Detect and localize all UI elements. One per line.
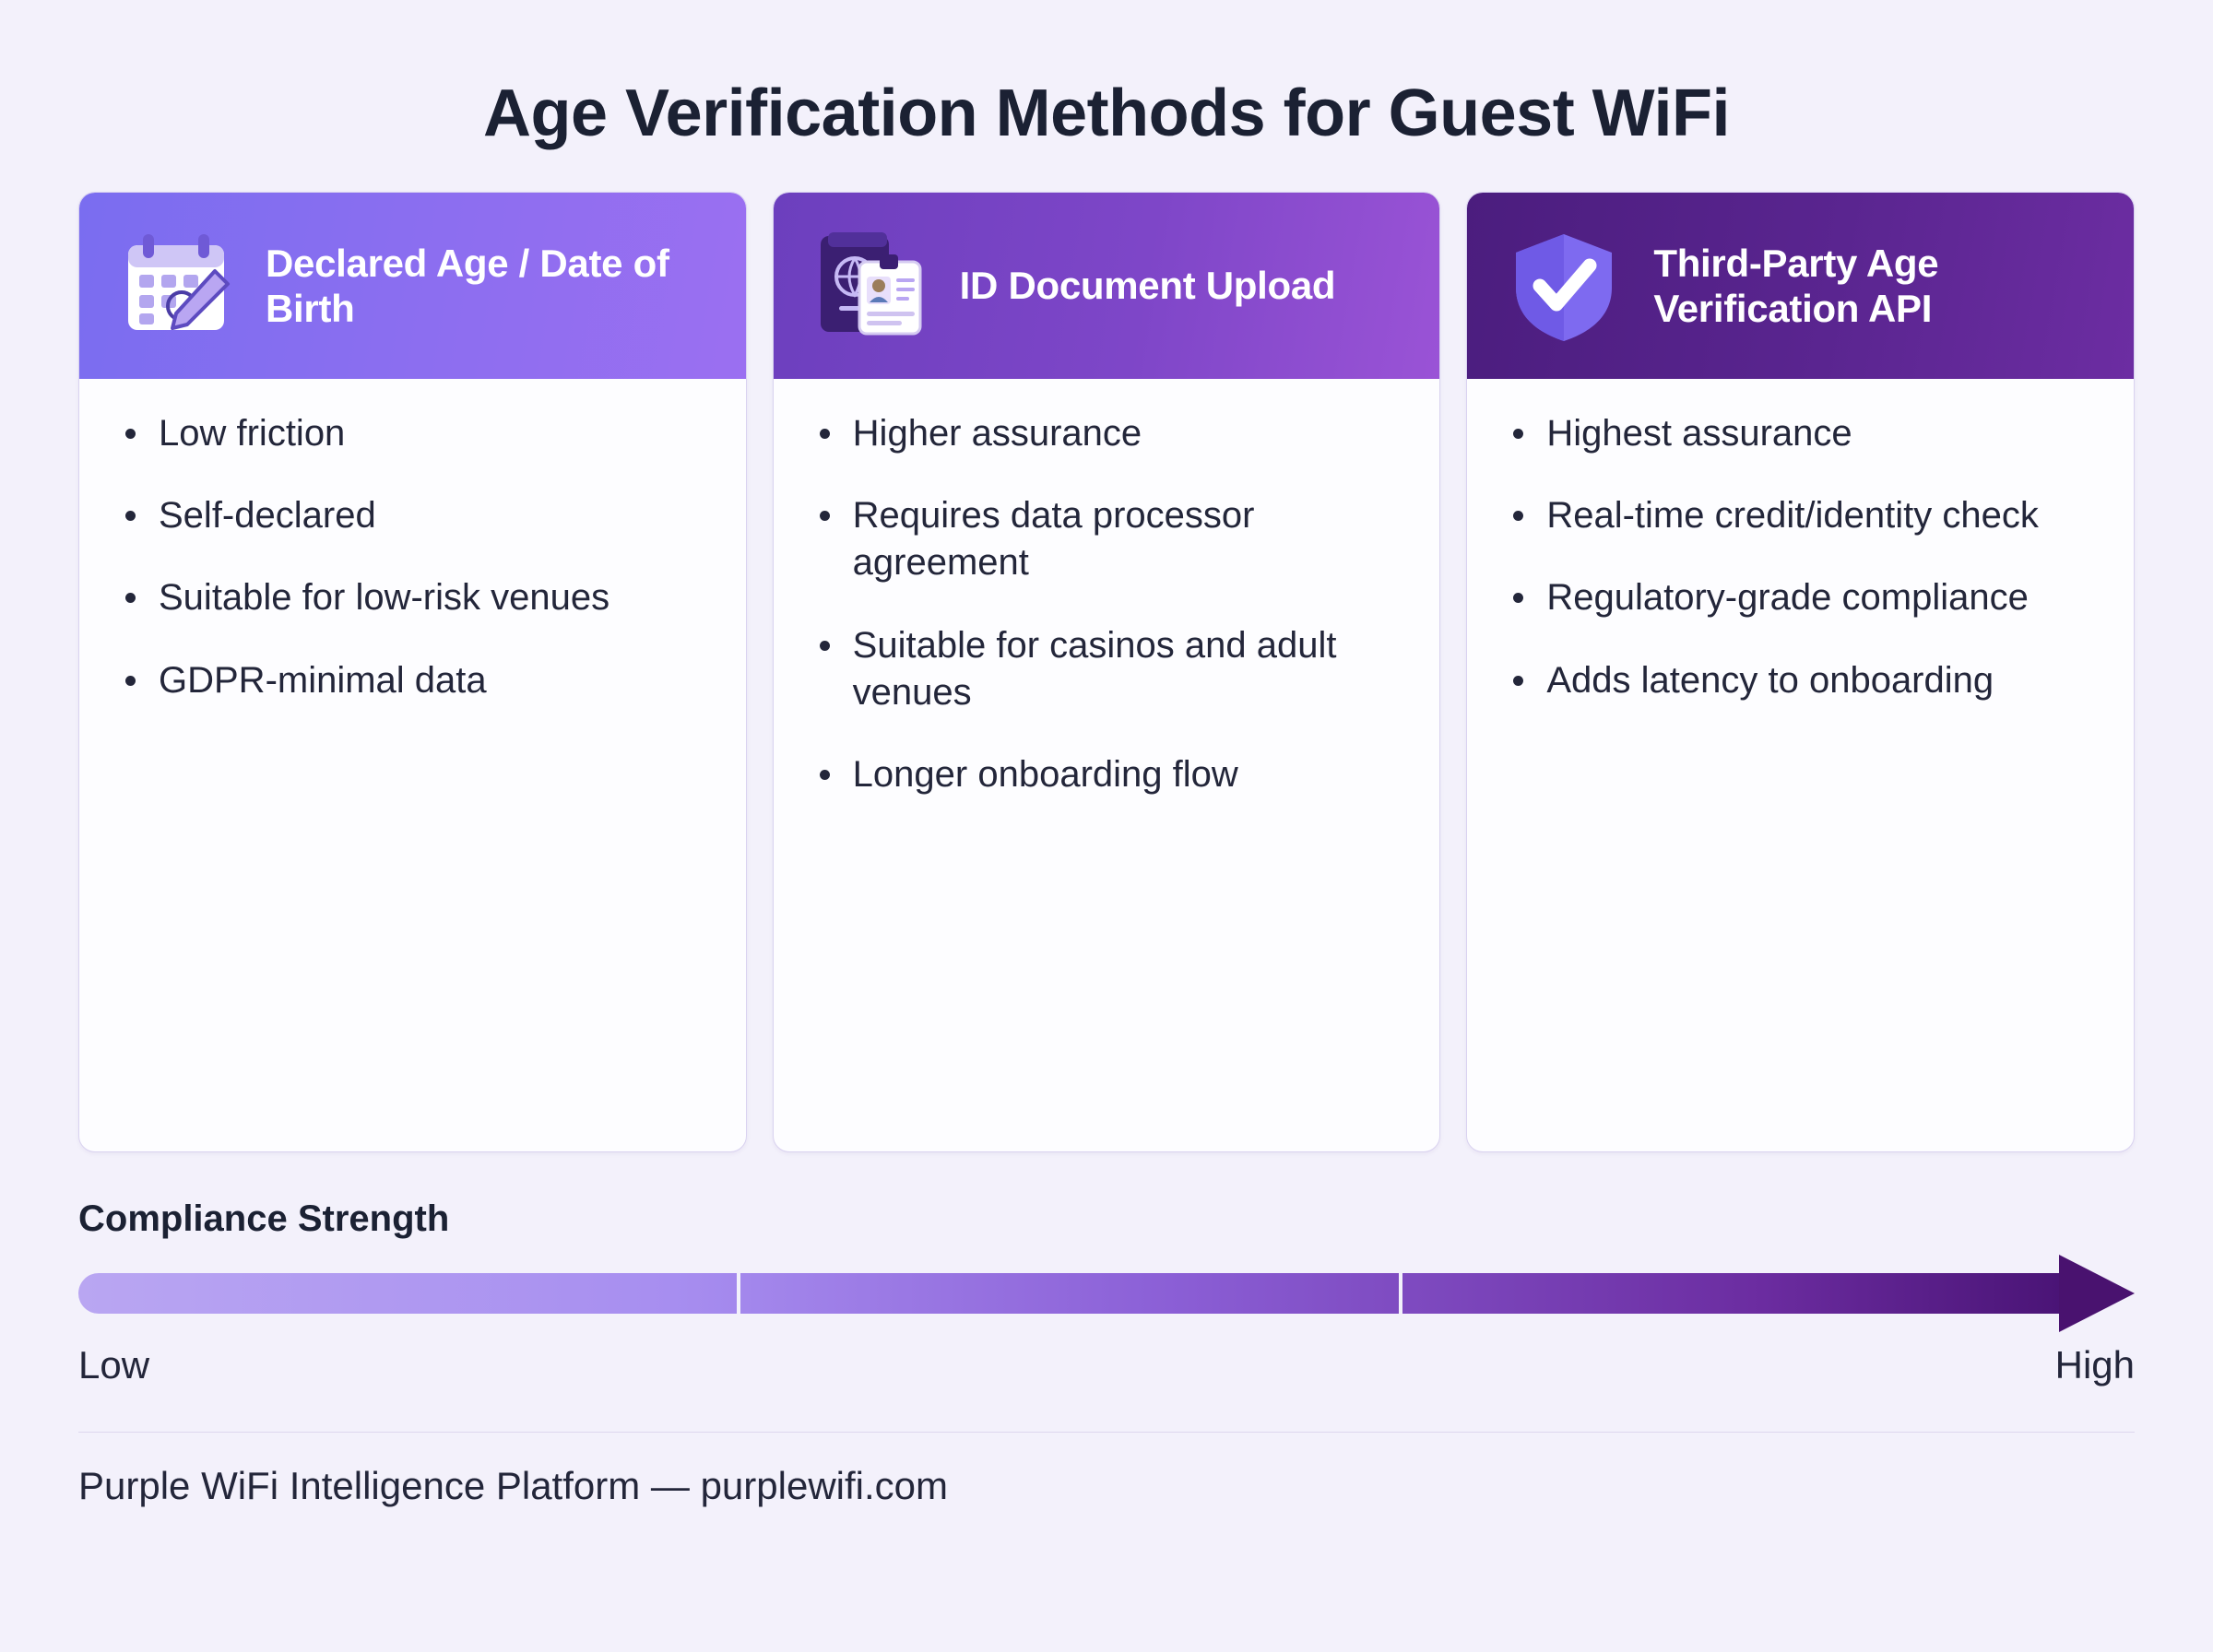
card-title: ID Document Upload bbox=[959, 264, 1336, 308]
card-title: Declared Age / Date of Birth bbox=[266, 241, 669, 330]
list-item: Requires data processor agreement bbox=[847, 492, 1409, 586]
list-item: Longer onboarding flow bbox=[847, 751, 1409, 798]
scale-high-label: High bbox=[2054, 1343, 2135, 1386]
card-body bbox=[1467, 379, 2134, 1151]
list-item: Suitable for low-risk venues bbox=[153, 574, 715, 621]
compliance-strength-scale bbox=[78, 1198, 2135, 1387]
shield-check-icon bbox=[1495, 217, 1633, 355]
card-third-party-api bbox=[1466, 192, 2135, 1152]
bullet-list bbox=[805, 410, 1409, 798]
list-item: Suitable for casinos and adult venues bbox=[847, 622, 1409, 716]
card-header bbox=[79, 193, 746, 379]
page-title: Age Verification Methods for Guest WiFi bbox=[483, 77, 1730, 150]
card-header bbox=[774, 193, 1440, 379]
list-item: Higher assurance bbox=[847, 410, 1409, 457]
method-cards bbox=[78, 192, 2135, 1152]
card-body bbox=[79, 379, 746, 1151]
scale-bar-row bbox=[78, 1260, 2135, 1327]
footer-text: Purple WiFi Intelligence Platform — purplewifi.com bbox=[78, 1432, 2135, 1508]
bar-segment-low bbox=[78, 1273, 740, 1314]
card-id-document-upload bbox=[773, 192, 1441, 1152]
list-item: Real-time credit/identity check bbox=[1541, 492, 2102, 539]
list-item: Adds latency to onboarding bbox=[1541, 657, 2102, 704]
list-item: Regulatory-grade compliance bbox=[1541, 574, 2102, 621]
scale-endpoints bbox=[78, 1343, 2135, 1387]
card-declared-age bbox=[78, 192, 747, 1152]
card-header bbox=[1467, 193, 2134, 379]
list-item: Low friction bbox=[153, 410, 715, 457]
passport-id-card-icon bbox=[801, 217, 940, 355]
arrow-head-icon bbox=[2059, 1255, 2135, 1332]
bar-segment-mid bbox=[740, 1273, 1402, 1314]
list-item: Highest assurance bbox=[1541, 410, 2102, 457]
scale-low-label: Low bbox=[78, 1343, 150, 1386]
bullet-list bbox=[1498, 410, 2102, 704]
calendar-pencil-icon bbox=[107, 217, 245, 355]
bullet-list bbox=[111, 410, 715, 704]
bar-segment-high bbox=[1402, 1273, 2061, 1314]
scale-title: Compliance Strength bbox=[78, 1198, 450, 1239]
list-item: Self-declared bbox=[153, 492, 715, 539]
gradient-bar bbox=[78, 1273, 2061, 1314]
list-item: GDPR-minimal data bbox=[153, 657, 715, 704]
card-title: Third-Party Age Verification API bbox=[1653, 241, 1939, 330]
card-body bbox=[774, 379, 1440, 1151]
